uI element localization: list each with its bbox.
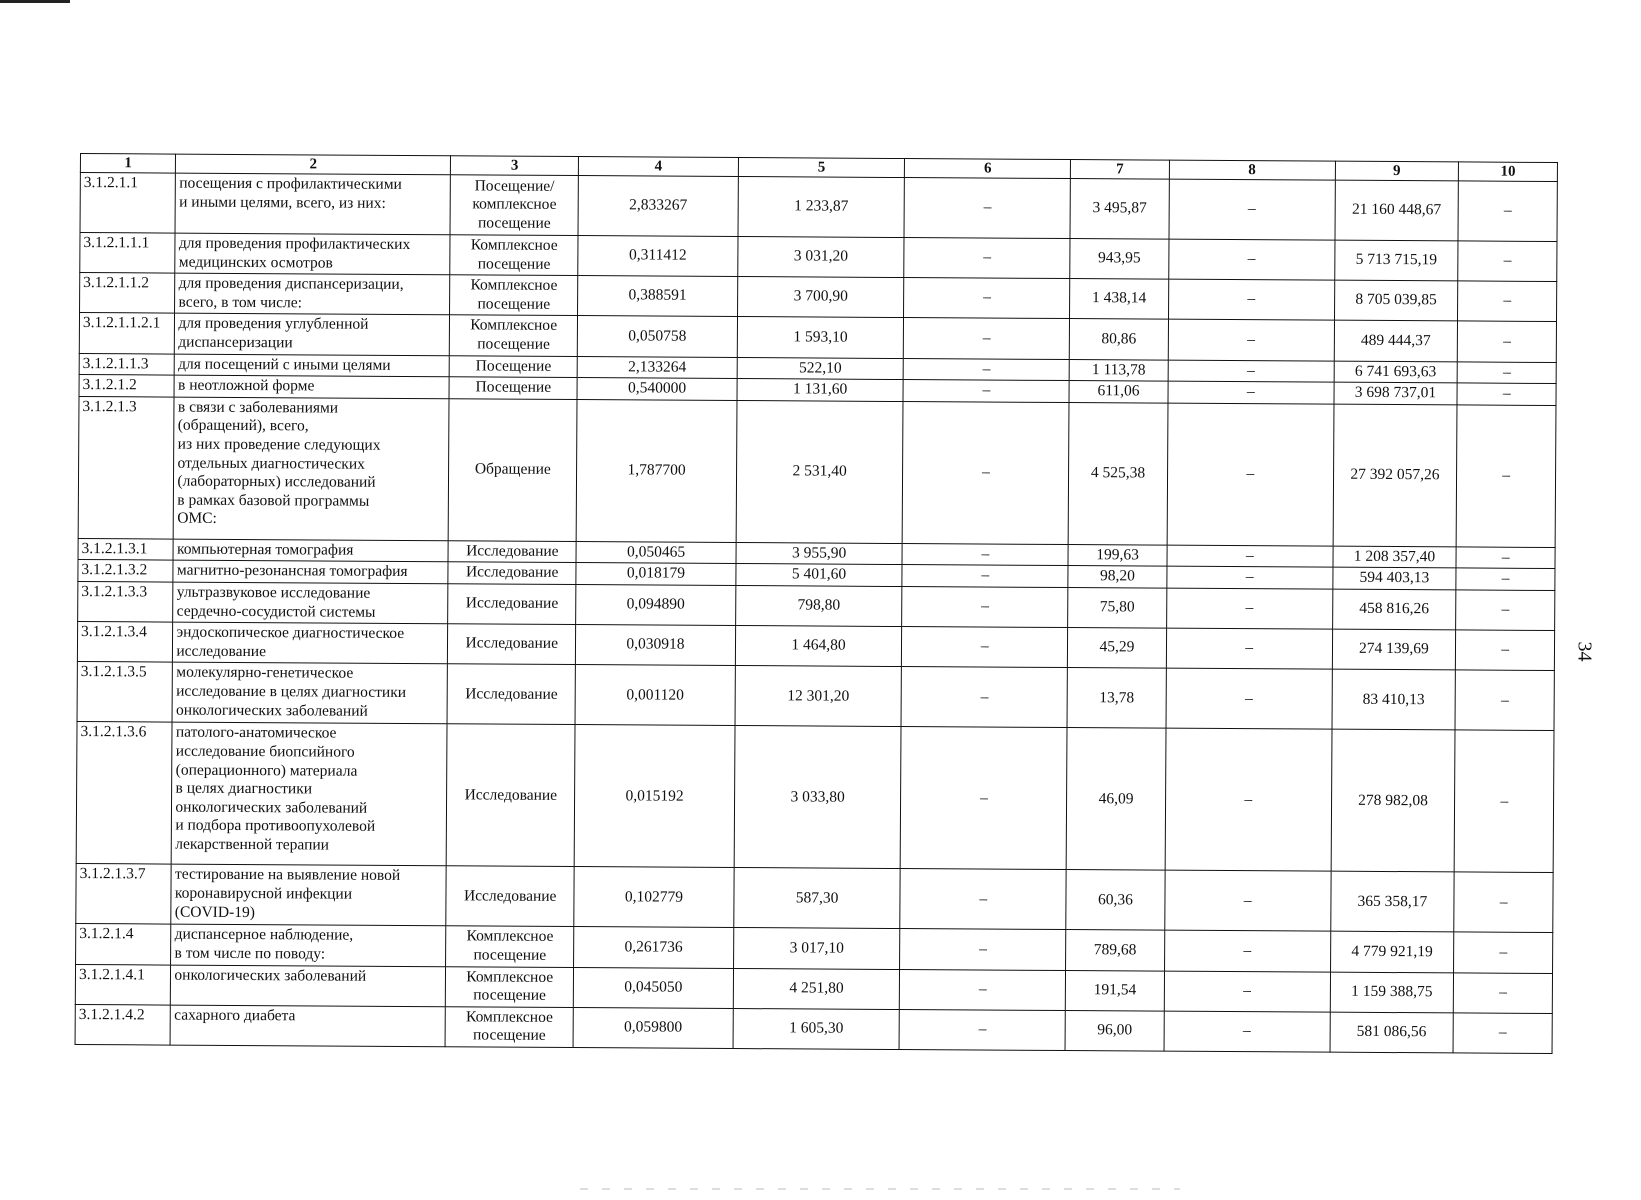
row-name: в связи с заболеваниями (обращений), всего, из них проведение следующих отдельных диагностических (лабораторных) исследований в рамках базовой программы ОМС: — [174, 397, 450, 541]
column-header-2: 2 — [176, 154, 451, 175]
row-unit: Посещение — [449, 377, 577, 399]
cell-col-9: 581 086,56 — [1330, 1012, 1454, 1053]
cell-col-7: 789,68 — [1066, 930, 1165, 971]
cell-col-10: – — [1456, 590, 1555, 631]
cell-col-4: 0,311412 — [578, 236, 738, 277]
cell-col-6: – — [902, 565, 1068, 588]
row-unit: Исследование — [446, 724, 575, 867]
column-header-3: 3 — [451, 156, 579, 176]
row-unit: Комплексное посещение — [446, 966, 574, 1007]
row-code: 3.1.2.1.2 — [79, 375, 175, 397]
cell-col-10: – — [1458, 321, 1557, 362]
cell-col-9: 365 358,17 — [1330, 871, 1454, 932]
cell-col-10: – — [1457, 361, 1556, 383]
cell-col-6: – — [902, 543, 1068, 566]
cell-col-5: 12 301,20 — [735, 666, 902, 727]
data-table — [75, 153, 1558, 1054]
cell-col-5: 1 464,80 — [735, 626, 902, 667]
cell-col-5: 1 233,87 — [738, 177, 905, 238]
cell-col-8: – — [1168, 360, 1334, 383]
cell-col-6: – — [901, 727, 1068, 870]
row-unit: Комплексное посещение — [450, 275, 578, 316]
row-name: для проведения профилактических медицинских осмотров — [175, 233, 450, 275]
row-name: для проведения углубленной диспансеризации — [175, 313, 450, 355]
cell-col-9: 4 779 921,19 — [1330, 931, 1454, 972]
cell-col-10: – — [1458, 241, 1557, 282]
cell-col-9: 83 410,13 — [1332, 669, 1456, 730]
cell-col-8: – — [1167, 403, 1334, 546]
cell-col-7: 80,86 — [1069, 319, 1168, 360]
cell-col-9: 27 392 057,26 — [1333, 404, 1458, 547]
cell-col-4: 0,050465 — [576, 541, 736, 564]
cell-col-8: – — [1168, 320, 1334, 361]
row-code: 3.1.2.1.4 — [76, 924, 172, 965]
cell-col-8: – — [1165, 728, 1332, 871]
row-unit: Обращение — [448, 399, 577, 542]
table-row — [78, 396, 1556, 547]
cell-col-8: – — [1166, 628, 1332, 669]
cell-col-8: – — [1167, 545, 1333, 568]
row-unit: Исследование — [448, 584, 576, 625]
cell-col-6: – — [904, 178, 1070, 239]
cell-col-9: 278 982,08 — [1331, 729, 1456, 872]
table-row — [77, 662, 1554, 731]
cell-col-8: – — [1167, 566, 1333, 589]
cell-col-10: – — [1456, 568, 1555, 590]
cell-col-4: 0,045050 — [574, 967, 734, 1008]
column-header-5: 5 — [738, 158, 905, 178]
cell-col-7: 3 495,87 — [1070, 179, 1169, 240]
cell-col-5: 1 593,10 — [737, 317, 904, 358]
page-number: 34 — [1573, 641, 1596, 662]
cell-col-10: – — [1456, 405, 1556, 548]
cell-col-4: 0,388591 — [578, 276, 738, 317]
row-name: магнитно-резонансная томография — [173, 560, 448, 583]
row-code: 3.1.2.1.3.1 — [78, 538, 174, 560]
row-name: сахарного диабета — [171, 1005, 446, 1047]
cell-col-7: 96,00 — [1065, 1010, 1164, 1051]
cell-col-7: 611,06 — [1069, 381, 1168, 403]
row-name: ультразвуковое исследование сердечно-сосудистой системы — [173, 582, 448, 624]
column-header-10: 10 — [1459, 162, 1558, 182]
row-code: 3.1.2.1.3.5 — [77, 662, 173, 723]
cell-col-5: 3 700,90 — [737, 277, 904, 318]
cell-col-4: 0,050758 — [578, 316, 738, 357]
cell-col-8: – — [1169, 239, 1335, 280]
cell-col-5: 5 401,60 — [736, 564, 903, 587]
row-unit: Посещение — [449, 355, 577, 377]
cell-col-6: – — [900, 969, 1066, 1010]
table-row — [75, 1004, 1552, 1053]
row-name: тестирование на выявление новой коронавирусной инфекции (COVID-19) — [171, 864, 446, 926]
cell-col-8: – — [1164, 930, 1330, 971]
cell-col-6: – — [900, 869, 1066, 930]
cell-col-9: 274 139,69 — [1332, 629, 1456, 670]
cell-col-10: – — [1455, 670, 1554, 731]
cell-col-7: 13,78 — [1067, 668, 1166, 729]
cell-col-7: 1 438,14 — [1070, 279, 1169, 320]
scan-edge-mark — [0, 0, 70, 3]
row-name: посещения с профилактическими и иными целями, всего, из них: — [175, 173, 450, 235]
cell-col-5: 587,30 — [733, 868, 900, 929]
cell-col-7: 191,54 — [1065, 970, 1164, 1011]
row-code: 3.1.2.1.3.6 — [76, 722, 172, 865]
column-header-7: 7 — [1071, 160, 1170, 180]
cell-col-7: 4 525,38 — [1068, 402, 1167, 545]
cell-col-7: 46,09 — [1066, 728, 1165, 871]
cell-col-6: – — [903, 380, 1069, 403]
cell-col-9: 3 698 737,01 — [1334, 382, 1458, 404]
cell-col-10: – — [1458, 281, 1557, 322]
cell-col-6: – — [904, 318, 1070, 359]
cell-col-9: 1 159 388,75 — [1330, 972, 1454, 1013]
cell-col-4: 0,540000 — [577, 378, 737, 401]
column-header-4: 4 — [579, 157, 739, 177]
cell-col-4: 0,261736 — [574, 927, 734, 968]
cell-col-8: – — [1168, 279, 1334, 320]
table-body — [75, 173, 1557, 1054]
cell-col-10: – — [1454, 730, 1554, 873]
cell-col-7: 943,95 — [1070, 239, 1169, 280]
cell-col-8: – — [1164, 1011, 1330, 1052]
column-header-6: 6 — [905, 159, 1071, 179]
cell-col-4: 0,001120 — [575, 665, 735, 726]
cell-col-6: – — [904, 238, 1070, 279]
row-name: компьютерная томография — [173, 539, 448, 562]
cell-col-10: – — [1454, 972, 1553, 1013]
row-unit: Исследование — [447, 664, 575, 725]
cell-col-9: 5 713 715,19 — [1334, 240, 1458, 281]
row-name: диспансерное наблюдение, в том числе по поводу: — [171, 924, 446, 966]
cell-col-7: 60,36 — [1066, 870, 1165, 931]
table-row — [76, 722, 1554, 873]
row-unit: Комплексное посещение — [446, 926, 574, 967]
row-name: для проведения диспансеризации, всего, в том числе: — [175, 273, 450, 315]
cell-col-5: 3 955,90 — [736, 542, 903, 565]
row-code: 3.1.2.1.3 — [78, 396, 174, 539]
cell-col-4: 0,094890 — [576, 584, 736, 625]
cell-col-4: 0,059800 — [573, 1007, 733, 1048]
row-unit: Комплексное посещение — [450, 235, 578, 276]
cell-col-9: 1 208 357,40 — [1333, 546, 1457, 568]
cell-col-10: – — [1456, 547, 1555, 569]
row-unit: Комплексное посещение — [450, 315, 578, 356]
cell-col-4: 2,833267 — [578, 176, 738, 237]
cell-col-5: 1 131,60 — [737, 379, 904, 402]
cell-col-4: 2,133264 — [577, 356, 737, 379]
row-name: онкологических заболеваний — [171, 965, 446, 1007]
cell-col-6: – — [902, 627, 1068, 668]
cell-col-5: 798,80 — [735, 585, 902, 626]
row-code: 3.1.2.1.1.1 — [80, 233, 176, 274]
column-header-1: 1 — [80, 154, 176, 174]
cell-col-9: 489 444,37 — [1334, 321, 1458, 362]
cell-col-6: – — [901, 667, 1067, 728]
cell-col-7: 1 113,78 — [1069, 359, 1168, 381]
row-code: 3.1.2.1.3.3 — [78, 581, 174, 622]
cell-col-9: 8 705 039,85 — [1334, 280, 1458, 321]
cell-col-7: 98,20 — [1068, 566, 1167, 588]
cell-col-6: – — [904, 278, 1070, 319]
row-unit: Исследование — [448, 541, 576, 563]
table-row — [76, 864, 1553, 933]
row-unit: Исследование — [446, 866, 574, 927]
table-row — [80, 173, 1557, 242]
cell-col-9: 458 816,26 — [1332, 589, 1456, 630]
cell-col-8: – — [1169, 179, 1335, 240]
cell-col-9: 6 741 693,63 — [1334, 361, 1458, 383]
row-unit: Комплексное посещение — [445, 1006, 573, 1047]
cell-col-5: 2 531,40 — [736, 400, 904, 543]
row-code: 3.1.2.1.3.4 — [77, 622, 173, 663]
cell-col-9: 594 403,13 — [1332, 568, 1456, 590]
row-unit: Посещение/ комплексное посещение — [450, 175, 578, 236]
cell-col-4: 0,102779 — [574, 867, 734, 928]
row-name: в неотложной форме — [174, 375, 449, 398]
row-unit: Исследование — [448, 562, 576, 584]
cell-col-7: 199,63 — [1068, 544, 1167, 566]
column-header-9: 9 — [1335, 161, 1459, 181]
cell-col-4: 1,787700 — [576, 399, 736, 542]
cell-col-8: – — [1165, 870, 1331, 931]
cell-col-5: 522,10 — [737, 357, 904, 380]
row-name: молекулярно-генетическое исследование в целях диагностики онкологических заболеваний — [172, 662, 447, 724]
cell-col-9: 21 160 448,67 — [1335, 180, 1459, 241]
cell-col-8: – — [1164, 971, 1330, 1012]
cell-col-8: – — [1166, 588, 1332, 629]
row-code: 3.1.2.1.3.2 — [78, 560, 174, 582]
cell-col-10: – — [1458, 181, 1557, 242]
row-code: 3.1.2.1.4.1 — [75, 964, 171, 1005]
cell-col-6: – — [904, 358, 1070, 381]
cell-col-7: 45,29 — [1068, 628, 1167, 669]
cell-col-5: 3 031,20 — [737, 237, 904, 278]
row-name: для посещений с иными целями — [175, 354, 450, 377]
row-name: патолого-анатомическое исследование биопсийного (операционного) материала в целях диагностики онкологических заболеваний и подбора противоопухолевой лекарственной терапии — [172, 722, 448, 866]
row-code: 3.1.2.1.1.2 — [80, 273, 176, 314]
row-code: 3.1.2.1.1 — [80, 173, 176, 234]
row-name: эндоскопическое диагностическое исследование — [173, 622, 448, 664]
row-code: 3.1.2.1.1.2.1 — [79, 313, 175, 354]
cell-col-8: – — [1168, 381, 1334, 404]
cell-col-5: 3 017,10 — [733, 928, 900, 969]
cell-col-4: 0,030918 — [576, 625, 736, 666]
cell-col-4: 0,015192 — [574, 725, 734, 868]
row-code: 3.1.2.1.1.3 — [79, 353, 175, 375]
cell-col-5: 4 251,80 — [733, 968, 900, 1009]
cell-col-10: – — [1454, 932, 1553, 973]
cell-col-5: 1 605,30 — [733, 1008, 900, 1049]
cell-col-4: 0,018179 — [576, 563, 736, 586]
cell-col-6: – — [903, 401, 1070, 544]
cell-col-10: – — [1453, 1013, 1552, 1054]
cell-col-8: – — [1166, 668, 1332, 729]
scan-noise — [580, 1188, 1180, 1190]
column-header-8: 8 — [1169, 160, 1335, 180]
cell-col-10: – — [1456, 630, 1555, 671]
cell-col-6: – — [900, 1009, 1066, 1050]
cell-col-5: 3 033,80 — [734, 726, 902, 869]
cell-col-6: – — [900, 929, 1066, 970]
cell-col-10: – — [1454, 872, 1553, 933]
cell-col-10: – — [1457, 383, 1556, 405]
cell-col-7: 75,80 — [1068, 587, 1167, 628]
row-unit: Исследование — [448, 624, 576, 665]
row-code: 3.1.2.1.4.2 — [75, 1004, 171, 1045]
row-code: 3.1.2.1.3.7 — [76, 864, 172, 925]
cell-col-6: – — [902, 586, 1068, 627]
